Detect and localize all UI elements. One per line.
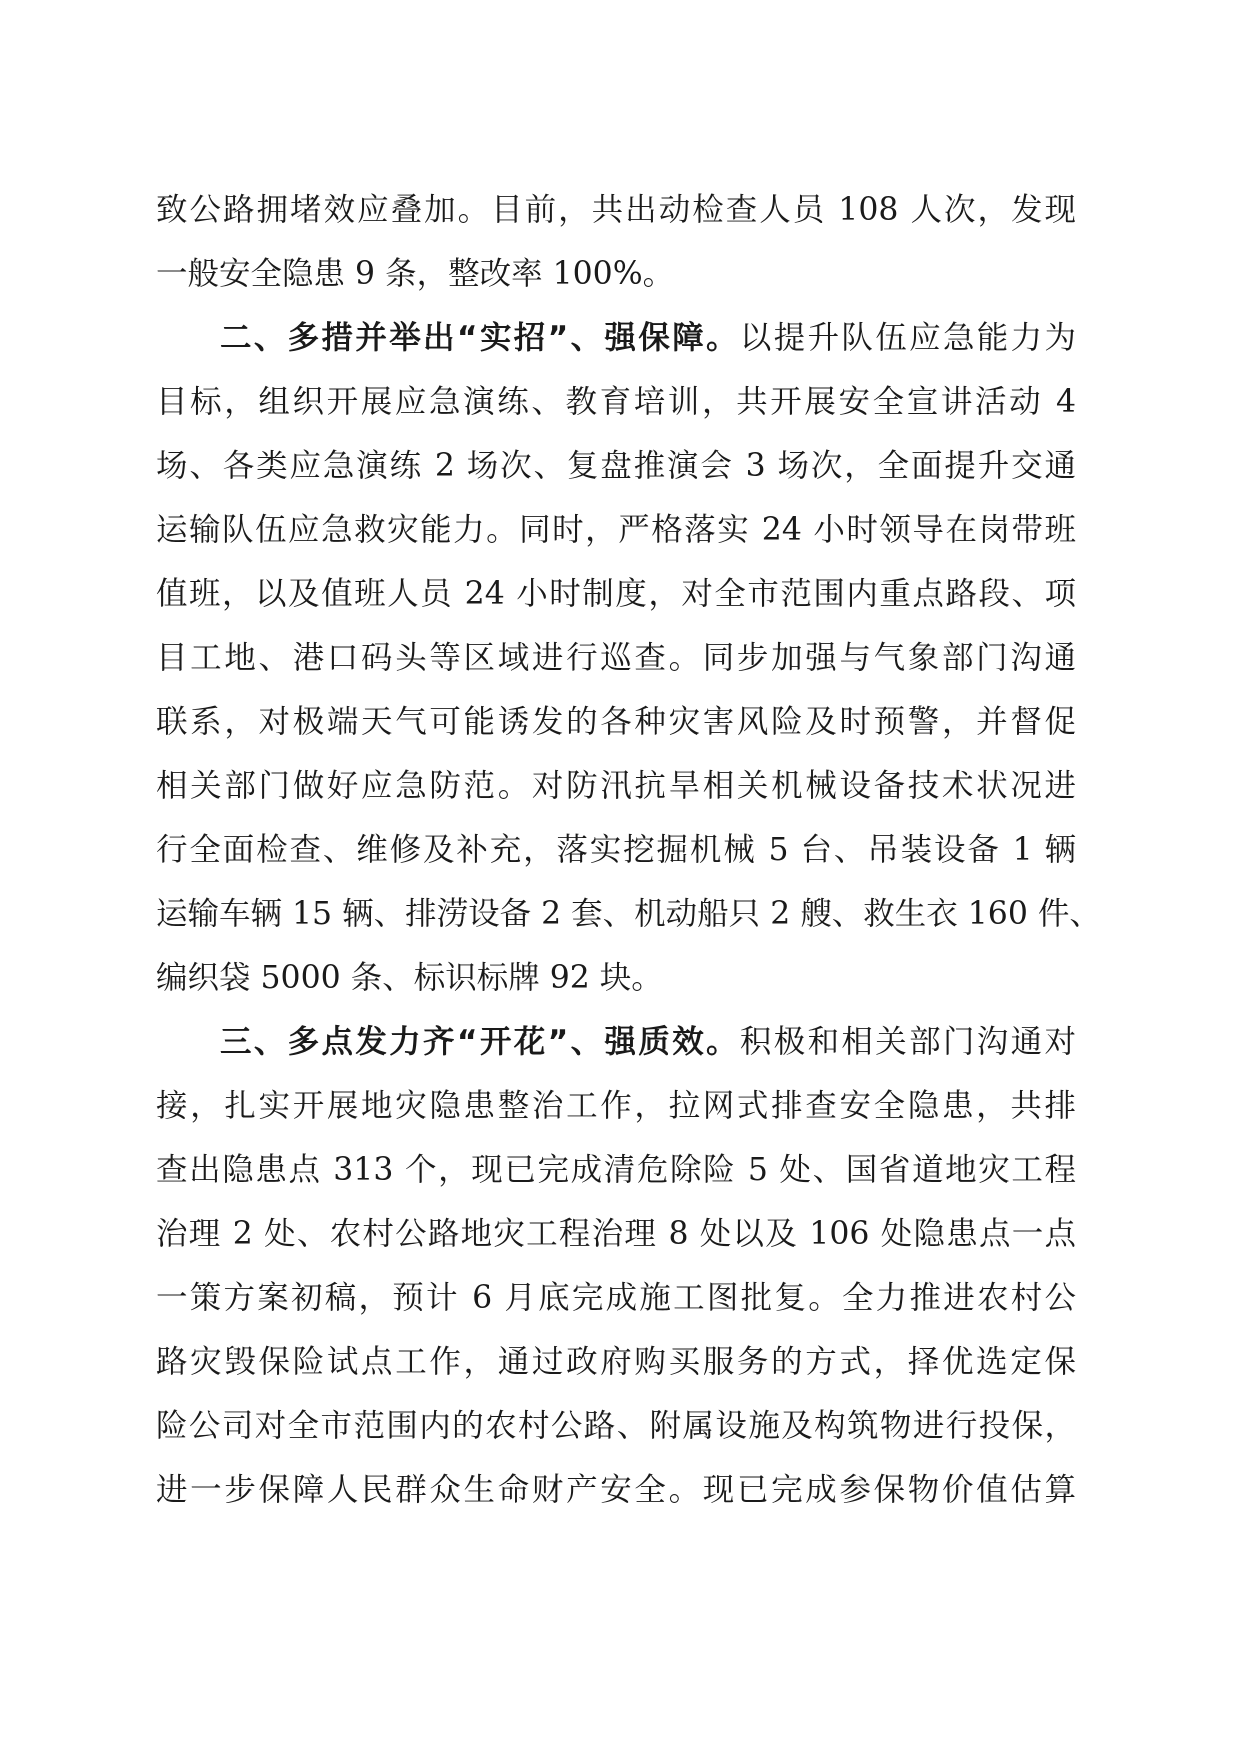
paragraph-3-line-5: 一策方案初稿，预计 6 月底完成施工图批复。全力推进农村公 <box>156 1280 1076 1316</box>
section-heading-2: 二、多措并举出“实招”、强保障。 <box>220 320 740 356</box>
paragraph-3-line-6: 路灾毁保险试点工作，通过政府购买服务的方式，择优选定保 <box>156 1344 1076 1380</box>
paragraph-3-line-1 <box>220 1010 1076 1074</box>
paragraph-3-line-7: 险公司对全市范围内的农村公路、附属设施及构筑物进行投保， <box>156 1408 1076 1444</box>
paragraph-3-line-2: 接，扎实开展地灾隐患整治工作，拉网式排查安全隐患，共排 <box>156 1088 1076 1124</box>
section-heading-3: 三、多点发力齐“开花”、强质效。 <box>220 1024 740 1060</box>
paragraph-2-line-8: 相关部门做好应急防范。对防汛抗旱相关机械设备技术状况进 <box>156 768 1076 804</box>
paragraph-2-line-3: 场、各类应急演练 2 场次、复盘推演会 3 场次，全面提升交通 <box>156 448 1076 484</box>
paragraph-1-line-1: 致公路拥堵效应叠加。目前，共出动检查人员 108 人次，发现 <box>156 192 1076 228</box>
paragraph-2-line-11: 编织袋 5000 条、标识标牌 92 块。 <box>156 960 663 996</box>
paragraph-2-line-6: 目工地、港口码头等区域进行巡查。同步加强与气象部门沟通 <box>156 640 1076 676</box>
paragraph-2-line-4: 运输队伍应急救灾能力。同时，严格落实 24 小时领导在岗带班 <box>156 512 1076 548</box>
paragraph-3-line-3: 查出隐患点 313 个，现已完成清危除险 5 处、国省道地灾工程 <box>156 1152 1076 1188</box>
paragraph-2-line-9: 行全面检查、维修及补充，落实挖掘机械 5 台、吊装设备 1 辆 <box>156 832 1076 868</box>
paragraph-2-first-line-text: 以提升队伍应急能力为 <box>739 320 1076 356</box>
paragraph-2-line-10: 运输车辆 15 辆、排涝设备 2 套、机动船只 2 艘、救生衣 160 件、 <box>156 896 1101 932</box>
paragraph-2-line-2: 目标，组织开展应急演练、教育培训，共开展安全宣讲活动 4 <box>156 384 1076 420</box>
paragraph-2-line-1 <box>220 306 1076 370</box>
paragraph-2-line-7: 联系，对极端天气可能诱发的各种灾害风险及时预警，并督促 <box>156 704 1076 740</box>
paragraph-1-line-2: 一般安全隐患 9 条，整改率 100%。 <box>156 256 675 292</box>
paragraph-3-line-8: 进一步保障人民群众生命财产安全。现已完成参保物价值估算 <box>156 1472 1076 1508</box>
paragraph-3-first-line-text: 积极和相关部门沟通对 <box>739 1024 1076 1060</box>
paragraph-3-line-4: 治理 2 处、农村公路地灾工程治理 8 处以及 106 处隐患点一点 <box>156 1216 1076 1252</box>
paragraph-2-line-5: 值班，以及值班人员 24 小时制度，对全市范围内重点路段、项 <box>156 576 1076 612</box>
